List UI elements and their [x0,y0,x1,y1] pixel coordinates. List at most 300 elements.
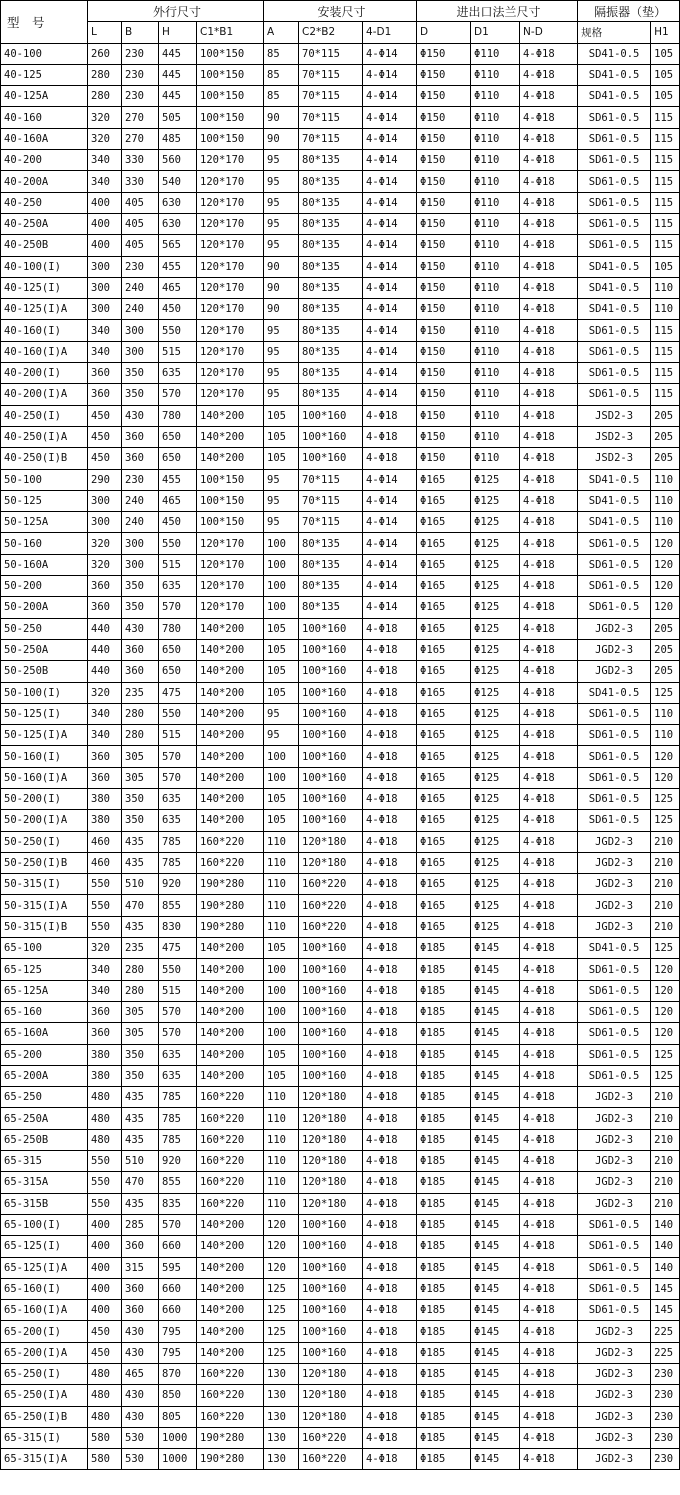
cell-A: 110 [264,1129,299,1150]
cell-4-D1: 4-Φ18 [363,1001,417,1022]
table-row [1,852,680,873]
table-row [1,661,680,682]
cell-spec: SD61-0.5 [578,171,651,192]
cell-N-D: 4-Φ18 [520,1257,578,1278]
cell-L: 550 [88,895,122,916]
cell-B: 240 [122,490,159,511]
cell-H1: 210 [651,916,680,937]
cell-L: 480 [88,1385,122,1406]
cell-C1B1: 100*150 [197,107,264,128]
cell-N-D: 4-Φ18 [520,810,578,831]
cell-model: 40-250(I)B [1,448,88,469]
cell-C1B1: 140*200 [197,767,264,788]
cell-C1B1: 190*280 [197,916,264,937]
cell-D: Φ165 [417,512,471,533]
cell-L: 300 [88,277,122,298]
cell-N-D: 4-Φ18 [520,448,578,469]
cell-spec: JGD2-3 [578,1172,651,1193]
cell-4-D1: 4-Φ14 [363,299,417,320]
cell-model: 65-250 [1,1087,88,1108]
cell-A: 105 [264,426,299,447]
cell-4-D1: 4-Φ18 [363,1151,417,1172]
cell-model: 40-250A [1,213,88,234]
cell-B: 350 [122,576,159,597]
cell-B: 350 [122,363,159,384]
cell-C2B2: 100*160 [299,682,363,703]
cell-L: 340 [88,150,122,171]
cell-B: 305 [122,1001,159,1022]
cell-C1B1: 140*200 [197,938,264,959]
table-row [1,767,680,788]
cell-4-D1: 4-Φ14 [363,171,417,192]
cell-L: 340 [88,725,122,746]
cell-model: 40-200(I) [1,363,88,384]
cell-4-D1: 4-Φ14 [363,384,417,405]
cell-C2B2: 100*160 [299,1001,363,1022]
cell-N-D: 4-Φ18 [520,192,578,213]
cell-model: 65-125A [1,980,88,1001]
cell-model: 65-100 [1,938,88,959]
cell-spec: JGD2-3 [578,1342,651,1363]
cell-N-D: 4-Φ18 [520,1342,578,1363]
cell-spec: SD61-0.5 [578,703,651,724]
table-row [1,533,680,554]
cell-H1: 120 [651,959,680,980]
cell-L: 380 [88,810,122,831]
cell-spec: JGD2-3 [578,874,651,895]
cell-A: 130 [264,1364,299,1385]
cell-B: 530 [122,1449,159,1470]
cell-A: 100 [264,767,299,788]
cell-D: Φ165 [417,533,471,554]
table-row [1,1342,680,1363]
cell-C1B1: 140*200 [197,1236,264,1257]
cell-D: Φ150 [417,43,471,64]
cell-D: Φ185 [417,1321,471,1342]
cell-N-D: 4-Φ18 [520,1321,578,1342]
cell-spec: SD61-0.5 [578,1278,651,1299]
cell-A: 95 [264,490,299,511]
table-row [1,554,680,575]
cell-D1: Φ110 [471,277,520,298]
cell-spec: SD61-0.5 [578,810,651,831]
cell-4-D1: 4-Φ14 [363,192,417,213]
cell-H1: 210 [651,1087,680,1108]
cell-N-D: 4-Φ18 [520,1151,578,1172]
cell-H1: 210 [651,895,680,916]
cell-N-D: 4-Φ18 [520,831,578,852]
table-row [1,725,680,746]
cell-H1: 210 [651,1172,680,1193]
cell-D: Φ150 [417,192,471,213]
cell-spec: SD61-0.5 [578,725,651,746]
cell-N-D: 4-Φ18 [520,341,578,362]
cell-D: Φ165 [417,576,471,597]
cell-C1B1: 120*170 [197,235,264,256]
cell-H1: 120 [651,746,680,767]
cell-A: 85 [264,86,299,107]
cell-spec: SD61-0.5 [578,959,651,980]
cell-C1B1: 160*220 [197,1108,264,1129]
table-row [1,1449,680,1470]
cell-H: 570 [159,1001,197,1022]
cell-A: 100 [264,1023,299,1044]
cell-D1: Φ145 [471,1087,520,1108]
cell-model: 65-200(I)A [1,1342,88,1363]
cell-A: 110 [264,1172,299,1193]
cell-A: 95 [264,171,299,192]
cell-D: Φ185 [417,1193,471,1214]
cell-L: 480 [88,1129,122,1150]
cell-N-D: 4-Φ18 [520,1001,578,1022]
cell-H1: 115 [651,171,680,192]
cell-B: 470 [122,895,159,916]
cell-H1: 210 [651,874,680,895]
table-row [1,1129,680,1150]
cell-H1: 210 [651,1129,680,1150]
cell-A: 95 [264,703,299,724]
cell-4-D1: 4-Φ14 [363,235,417,256]
cell-C2B2: 70*115 [299,512,363,533]
cell-4-D1: 4-Φ18 [363,1193,417,1214]
cell-B: 360 [122,661,159,682]
cell-L: 400 [88,1214,122,1235]
cell-D: Φ165 [417,554,471,575]
cell-model: 50-100 [1,469,88,490]
cell-H: 660 [159,1300,197,1321]
table-row [1,512,680,533]
cell-H: 445 [159,86,197,107]
cell-L: 400 [88,1257,122,1278]
cell-D: Φ165 [417,810,471,831]
cell-L: 450 [88,405,122,426]
cell-B: 305 [122,1023,159,1044]
cell-L: 460 [88,831,122,852]
cell-H: 570 [159,746,197,767]
cell-B: 350 [122,1065,159,1086]
cell-N-D: 4-Φ18 [520,1044,578,1065]
cell-L: 340 [88,980,122,1001]
cell-D1: Φ110 [471,299,520,320]
cell-B: 270 [122,107,159,128]
cell-H1: 225 [651,1321,680,1342]
cell-C1B1: 100*150 [197,43,264,64]
col-header-H1: H1 [651,22,680,43]
cell-spec: SD61-0.5 [578,150,651,171]
cell-model: 50-160A [1,554,88,575]
model-header: 型 号 [1,1,88,44]
cell-H1: 145 [651,1278,680,1299]
cell-B: 435 [122,1108,159,1129]
cell-C1B1: 140*200 [197,959,264,980]
cell-H: 445 [159,64,197,85]
cell-C2B2: 80*135 [299,384,363,405]
cell-C2B2: 100*160 [299,959,363,980]
cell-N-D: 4-Φ18 [520,788,578,809]
cell-D: Φ150 [417,363,471,384]
cell-H: 920 [159,1151,197,1172]
cell-spec: JGD2-3 [578,1193,651,1214]
cell-A: 85 [264,64,299,85]
cell-D: Φ185 [417,1278,471,1299]
cell-spec: JGD2-3 [578,1129,651,1150]
cell-C2B2: 160*220 [299,916,363,937]
cell-N-D: 4-Φ18 [520,874,578,895]
cell-model: 50-200(I) [1,788,88,809]
cell-H1: 230 [651,1385,680,1406]
cell-spec: SD41-0.5 [578,43,651,64]
cell-spec: SD61-0.5 [578,1044,651,1065]
cell-A: 105 [264,661,299,682]
cell-4-D1: 4-Φ18 [363,1427,417,1448]
cell-L: 450 [88,448,122,469]
table-row [1,1300,680,1321]
cell-A: 105 [264,405,299,426]
cell-H: 660 [159,1236,197,1257]
cell-N-D: 4-Φ18 [520,277,578,298]
cell-H1: 210 [651,1193,680,1214]
table-row [1,1385,680,1406]
cell-B: 330 [122,171,159,192]
cell-A: 105 [264,938,299,959]
cell-H: 595 [159,1257,197,1278]
cell-N-D: 4-Φ18 [520,64,578,85]
cell-C1B1: 160*220 [197,1129,264,1150]
cell-4-D1: 4-Φ14 [363,107,417,128]
cell-N-D: 4-Φ18 [520,1449,578,1470]
cell-C1B1: 160*220 [197,831,264,852]
cell-C1B1: 120*170 [197,150,264,171]
cell-C2B2: 120*180 [299,1129,363,1150]
cell-H: 515 [159,980,197,1001]
cell-model: 65-250B [1,1129,88,1150]
cell-D: Φ165 [417,639,471,660]
cell-B: 435 [122,1087,159,1108]
cell-H: 795 [159,1321,197,1342]
cell-N-D: 4-Φ18 [520,916,578,937]
cell-N-D: 4-Φ18 [520,1406,578,1427]
cell-N-D: 4-Φ18 [520,725,578,746]
cell-C2B2: 100*160 [299,1214,363,1235]
cell-D1: Φ125 [471,682,520,703]
cell-D: Φ185 [417,1364,471,1385]
table-row [1,128,680,149]
cell-B: 360 [122,1300,159,1321]
cell-model: 50-315(I)A [1,895,88,916]
col-header-B: B [122,22,159,43]
table-row [1,1406,680,1427]
table-row [1,810,680,831]
cell-L: 300 [88,512,122,533]
cell-C2B2: 100*160 [299,1342,363,1363]
cell-N-D: 4-Φ18 [520,1087,578,1108]
cell-N-D: 4-Φ18 [520,405,578,426]
cell-B: 510 [122,874,159,895]
cell-C1B1: 140*200 [197,405,264,426]
cell-model: 65-250(I)A [1,1385,88,1406]
cell-B: 360 [122,426,159,447]
cell-model: 65-125(I) [1,1236,88,1257]
cell-D1: Φ145 [471,1449,520,1470]
cell-C2B2: 100*160 [299,788,363,809]
cell-B: 405 [122,213,159,234]
cell-model: 40-200 [1,150,88,171]
cell-D1: Φ125 [471,788,520,809]
cell-spec: JGD2-3 [578,895,651,916]
cell-H: 560 [159,150,197,171]
cell-4-D1: 4-Φ14 [363,512,417,533]
cell-L: 280 [88,64,122,85]
table-row [1,874,680,895]
table-row [1,320,680,341]
cell-spec: SD61-0.5 [578,533,651,554]
cell-D1: Φ110 [471,171,520,192]
cell-4-D1: 4-Φ14 [363,490,417,511]
table-row [1,341,680,362]
cell-4-D1: 4-Φ14 [363,277,417,298]
cell-L: 320 [88,554,122,575]
cell-A: 95 [264,341,299,362]
cell-C2B2: 100*160 [299,639,363,660]
cell-B: 240 [122,299,159,320]
cell-L: 320 [88,107,122,128]
cell-model: 50-250A [1,639,88,660]
cell-4-D1: 4-Φ18 [363,938,417,959]
table-row [1,576,680,597]
cell-D1: Φ145 [471,1385,520,1406]
col-header-D1: D1 [471,22,520,43]
cell-spec: SD61-0.5 [578,213,651,234]
cell-C1B1: 120*170 [197,256,264,277]
cell-L: 440 [88,639,122,660]
cell-B: 435 [122,831,159,852]
cell-C2B2: 100*160 [299,426,363,447]
cell-D1: Φ125 [471,490,520,511]
cell-A: 120 [264,1236,299,1257]
cell-H1: 120 [651,767,680,788]
cell-spec: SD61-0.5 [578,576,651,597]
cell-C1B1: 190*280 [197,1449,264,1470]
cell-H: 785 [159,1087,197,1108]
table-row [1,703,680,724]
cell-H: 855 [159,1172,197,1193]
cell-C2B2: 100*160 [299,810,363,831]
cell-D1: Φ110 [471,448,520,469]
cell-C1B1: 140*200 [197,448,264,469]
cell-C1B1: 160*220 [197,1151,264,1172]
cell-H1: 105 [651,86,680,107]
cell-D: Φ150 [417,213,471,234]
cell-D1: Φ145 [471,1193,520,1214]
cell-N-D: 4-Φ18 [520,980,578,1001]
cell-C2B2: 160*220 [299,1427,363,1448]
cell-H1: 205 [651,661,680,682]
cell-H: 1000 [159,1427,197,1448]
cell-C1B1: 120*170 [197,341,264,362]
cell-4-D1: 4-Φ18 [363,1342,417,1363]
cell-C1B1: 160*220 [197,1087,264,1108]
cell-H1: 115 [651,341,680,362]
cell-H1: 115 [651,128,680,149]
cell-C1B1: 140*200 [197,725,264,746]
cell-D1: Φ145 [471,1151,520,1172]
cell-N-D: 4-Φ18 [520,1300,578,1321]
cell-A: 95 [264,384,299,405]
cell-spec: JSD2-3 [578,448,651,469]
cell-H: 650 [159,661,197,682]
cell-spec: JGD2-3 [578,661,651,682]
table-row [1,831,680,852]
cell-H1: 115 [651,107,680,128]
cell-A: 90 [264,107,299,128]
cell-model: 50-125A [1,512,88,533]
cell-4-D1: 4-Φ18 [363,831,417,852]
cell-H1: 115 [651,235,680,256]
cell-D1: Φ125 [471,618,520,639]
cell-D: Φ185 [417,1151,471,1172]
cell-D: Φ150 [417,64,471,85]
cell-D1: Φ145 [471,959,520,980]
cell-C2B2: 160*220 [299,895,363,916]
col-header-N-D: N-D [520,22,578,43]
cell-D1: Φ110 [471,405,520,426]
cell-C1B1: 140*200 [197,682,264,703]
cell-D1: Φ110 [471,43,520,64]
cell-N-D: 4-Φ18 [520,1108,578,1129]
cell-C1B1: 100*150 [197,128,264,149]
cell-H1: 115 [651,192,680,213]
cell-C1B1: 120*170 [197,192,264,213]
cell-A: 110 [264,916,299,937]
cell-B: 230 [122,469,159,490]
cell-A: 90 [264,277,299,298]
cell-spec: SD61-0.5 [578,192,651,213]
cell-model: 40-250 [1,192,88,213]
cell-H: 485 [159,128,197,149]
cell-D1: Φ145 [471,1300,520,1321]
cell-H1: 115 [651,213,680,234]
cell-4-D1: 4-Φ18 [363,405,417,426]
cell-C2B2: 120*180 [299,1172,363,1193]
cell-D1: Φ125 [471,852,520,873]
cell-model: 40-100 [1,43,88,64]
cell-4-D1: 4-Φ18 [363,1129,417,1150]
cell-model: 65-125(I)A [1,1257,88,1278]
cell-C1B1: 140*200 [197,1342,264,1363]
cell-D: Φ165 [417,874,471,895]
cell-A: 110 [264,1151,299,1172]
cell-A: 130 [264,1406,299,1427]
cell-4-D1: 4-Φ14 [363,320,417,341]
cell-D: Φ150 [417,171,471,192]
cell-spec: SD61-0.5 [578,107,651,128]
cell-H: 550 [159,320,197,341]
cell-N-D: 4-Φ18 [520,107,578,128]
cell-H1: 225 [651,1342,680,1363]
cell-L: 450 [88,426,122,447]
cell-N-D: 4-Φ18 [520,43,578,64]
cell-C2B2: 70*115 [299,43,363,64]
table-row [1,213,680,234]
cell-A: 95 [264,512,299,533]
cell-C2B2: 120*180 [299,852,363,873]
cell-C2B2: 80*135 [299,213,363,234]
col-header-H: H [159,22,197,43]
cell-H: 650 [159,639,197,660]
cell-N-D: 4-Φ18 [520,746,578,767]
cell-N-D: 4-Φ18 [520,1278,578,1299]
cell-model: 50-160 [1,533,88,554]
